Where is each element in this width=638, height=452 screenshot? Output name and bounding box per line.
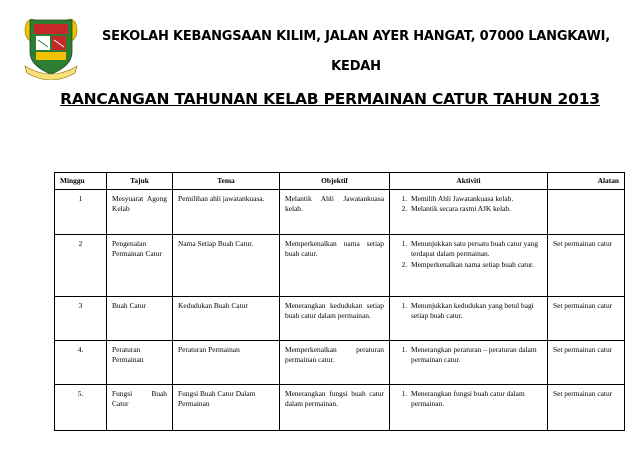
- cell-objektif: Menerangkan fungsi buah catur dalam permainan.: [280, 385, 390, 431]
- activity-item: 2. Melantik secara rasmi AJK kelab.: [409, 204, 542, 214]
- cell-tajuk: Pengenalan Permainan Catur: [107, 235, 173, 297]
- school-crest-icon: [22, 16, 80, 80]
- cell-aktiviti: [390, 235, 548, 297]
- cell-tajuk: Buah Catur: [107, 297, 173, 341]
- cell-minggu: 1: [55, 190, 107, 235]
- cell-aktiviti: [390, 385, 548, 431]
- document-title: RANCANGAN TAHUNAN KELAB PERMAINAN CATUR TAHUN 2013: [60, 90, 600, 108]
- table-header-row: [55, 173, 625, 190]
- column-header-aktiviti: Aktiviti: [390, 173, 548, 190]
- cell-aktiviti: [390, 190, 548, 235]
- table-row: [55, 297, 625, 341]
- table-row: [55, 190, 625, 235]
- activity-item: 1. Memilih Ahli Jawatankuasa kelab.: [409, 194, 542, 204]
- cell-aktiviti: [390, 297, 548, 341]
- column-header-objektif: Objektif: [280, 173, 390, 190]
- school-state-line: KEDAH: [331, 59, 381, 74]
- cell-alatan: [548, 190, 625, 235]
- cell-objektif: Menerangkan kedudukan setiap buah catur dalam permainan.: [280, 297, 390, 341]
- cell-aktiviti: [390, 341, 548, 385]
- column-header-alatan: Alatan: [548, 173, 625, 190]
- cell-alatan: Set permainan catur: [548, 297, 625, 341]
- cell-minggu: 2: [55, 235, 107, 297]
- cell-alatan: Set permainan catur: [548, 385, 625, 431]
- activity-item: 1. Menunjukkan kedudukan yang betul bagi setiap buah catur.: [409, 301, 542, 321]
- cell-tajuk: Peraturan Permainan: [107, 341, 173, 385]
- school-name-line: SEKOLAH KEBANGSAAN KILIM, JALAN AYER HANGAT, 07000 LANGKAWI,: [102, 29, 610, 44]
- cell-alatan: Set permainan catur: [548, 341, 625, 385]
- cell-tema: Kedudukan Buah Catur: [173, 297, 280, 341]
- cell-objektif: Memperkenalkan nama setiap buah catur.: [280, 235, 390, 297]
- activity-item: 2. Memperkenalkan nama setiap buah catur.: [409, 260, 542, 270]
- cell-tema: Pemilihan ahli jawatankuasa.: [173, 190, 280, 235]
- column-header-tema: Tema: [173, 173, 280, 190]
- table-row: [55, 235, 625, 297]
- activity-item: 1. Menunjukkan satu persatu buah catur yang terdapat dalam permainan.: [409, 239, 542, 259]
- school-crest-logo: [22, 16, 80, 80]
- table-row: [55, 385, 625, 431]
- table-row: [55, 341, 625, 385]
- column-header-minggu: Minggu: [55, 173, 107, 190]
- cell-minggu: 5.: [55, 385, 107, 431]
- cell-tema: Nama Setiap Buah Catur.: [173, 235, 280, 297]
- cell-tajuk: Mesyuarat Agong Kelab: [107, 190, 173, 235]
- school-header: [96, 22, 616, 82]
- cell-tajuk: Fungsi Buah Catur: [107, 385, 173, 431]
- cell-tema: Peraturan Permainan: [173, 341, 280, 385]
- annual-plan-table: [54, 172, 625, 431]
- column-header-tajuk: Tajuk: [107, 173, 173, 190]
- cell-tema: Fungsi Buah Catur Dalam Permainan: [173, 385, 280, 431]
- cell-minggu: 3: [55, 297, 107, 341]
- activity-item: 1. Menerangkan fungsi buah catur dalam permainan.: [409, 389, 542, 409]
- cell-minggu: 4.: [55, 341, 107, 385]
- activity-item: 1. Menerangkan peraturan – peraturan dalam permainan catur.: [409, 345, 542, 365]
- cell-objektif: Memperkenalkan peraturan permainan catur.: [280, 341, 390, 385]
- cell-objektif: Melantik Ahli Jawatankuasa kelab.: [280, 190, 390, 235]
- cell-alatan: Set permainan catur: [548, 235, 625, 297]
